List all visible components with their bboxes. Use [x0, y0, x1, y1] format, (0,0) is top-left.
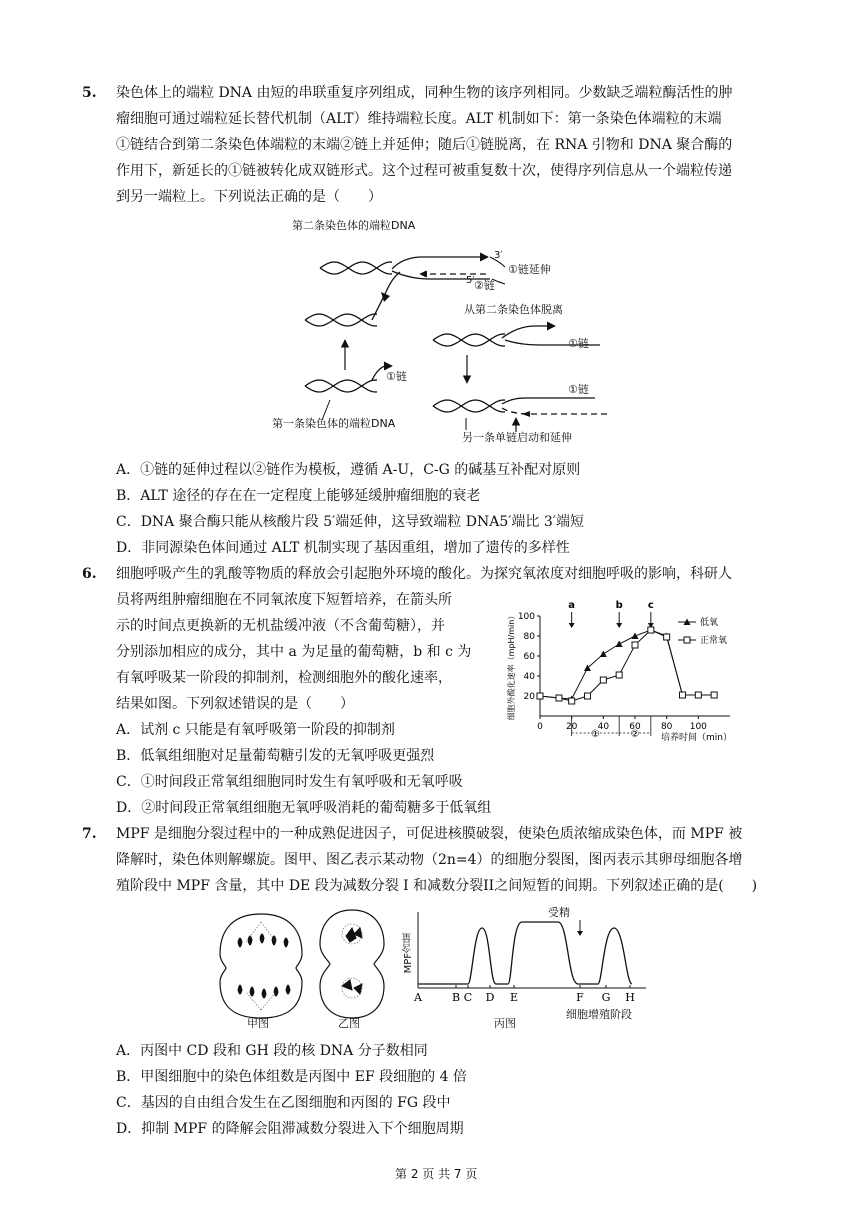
bing-point-E: E	[509, 991, 519, 1004]
fig5-chain2: ②链	[474, 279, 495, 292]
bing-point-D: D	[485, 991, 495, 1004]
q5-option-b: B．ALT 途径的存在在一定程度上能够延缓肿瘤细胞的衰老	[116, 488, 481, 504]
y-tick-label: 40	[523, 672, 535, 682]
data-point-square	[585, 693, 591, 699]
q7-option-a: A．丙图中 CD 段和 GH 段的核 DNA 分子数相同	[116, 1043, 428, 1059]
data-point-square	[695, 692, 701, 698]
legend-marker	[684, 637, 690, 643]
arrow-label-b: b	[615, 600, 623, 611]
q5-line-2: 瘤细胞可通过端粒延长替代机制（ALT）维持端粒长度。ALT 机制如下：第一条染色体端粒的末端	[116, 111, 722, 127]
x-tick-label: 100	[689, 722, 707, 732]
fig5-other-strand: 另一条单链启动和延伸	[462, 431, 572, 444]
q6-line-1: 细胞呼吸产生的乳酸等物质的释放会引起胞外环境的酸化。为探究氧浓度对细胞呼吸的影响，科研人	[116, 566, 732, 582]
fig5-3prime: 3′	[494, 250, 503, 261]
data-point-square	[711, 692, 717, 698]
data-point-triangle	[600, 651, 607, 658]
arrow-label-c: c	[647, 600, 654, 611]
y-axis-label: 细胞外酸化速率（mpH/min）	[507, 611, 516, 721]
fig5-bottom-label: 第一条染色体的端粒DNA	[272, 417, 396, 430]
fig-bing-fert: 受精	[548, 906, 570, 919]
q7-number: 7.	[82, 826, 97, 842]
x-tick-label: 40	[597, 722, 610, 732]
bing-point-H: H	[625, 991, 635, 1004]
x-tick-label: 20	[565, 722, 578, 732]
y-tick-label: 60	[523, 652, 535, 662]
fig-bing-label: 丙图	[494, 1017, 516, 1030]
q7-option-c: C．基因的自由组合发生在乙图细胞和丙图的 FG 段中	[116, 1095, 451, 1111]
fig-bing-xlabel: 细胞增殖阶段	[566, 1008, 632, 1021]
cell-division-yi	[312, 906, 392, 1022]
q6-option-d: D．②时间段正常氧组细胞无氧呼吸消耗的葡萄糖多于低氧组	[116, 800, 492, 816]
q6-option-a: A．试剂 c 只能是有氧呼吸第一阶段的抑制剂	[116, 722, 395, 738]
bing-point-A: A	[414, 991, 422, 1004]
data-point-triangle	[632, 633, 639, 640]
q7-line-3: 殖阶段中 MPF 含量，其中 DE 段为减数分裂 I 和减数分裂II之间短暂的间期。下列叙述正确的是( )	[116, 878, 758, 894]
data-point-square	[556, 695, 562, 701]
arrow-label-a: a	[568, 600, 576, 611]
period-label: ①	[590, 729, 600, 740]
data-point-square	[537, 693, 543, 699]
q6-line-4: 分别添加相应的成分，其中 a 为足量的葡萄糖，b 和 c 为	[116, 644, 472, 660]
q5-number: 5.	[82, 85, 97, 101]
mpf-content-graph	[398, 900, 658, 1020]
fig5-chain1-c: ①链	[568, 383, 589, 396]
time-arrow-head	[616, 623, 622, 628]
period-label: ②	[630, 729, 640, 740]
acidification-chart	[500, 596, 760, 776]
q7-line-2: 降解时，染色体则解螺旋。图甲、图乙表示某动物（2n=4）的细胞分裂图，图丙表示其卵母细胞各增	[116, 852, 743, 868]
fertilization-arrow-head	[577, 931, 583, 936]
q5-option-d: D．非同源染色体间通过 ALT 机制实现了基因重组，增加了遗传的多样性	[116, 540, 570, 556]
fig-yi-label: 乙图	[338, 1017, 360, 1030]
y-tick-label: 80	[523, 632, 535, 642]
data-point-square	[600, 677, 606, 683]
q6-line-6: 结果如图。下列叙述错误的是（ ）	[116, 696, 354, 712]
q5-line-1: 染色体上的端粒 DNA 由短的串联重复序列组成，同种生物的该序列相同。少数缺乏端粒酶活性的肿	[116, 85, 733, 101]
x-tick-label: 0	[537, 722, 543, 732]
data-point-triangle	[616, 641, 623, 648]
q5-line-3: ①链结合到第二条染色体端粒的末端②链上并延伸；随后①链脱离，在 RNA 引物和 DNA 聚合酶的	[116, 137, 733, 153]
fig5-chain1-a: ①链	[568, 337, 589, 350]
fig5-detach: 从第二条染色体脱离	[464, 303, 563, 316]
bing-point-C: C	[463, 991, 473, 1004]
cell-division-jia	[216, 912, 306, 1022]
data-point-square	[616, 672, 622, 678]
data-point-square	[680, 692, 686, 698]
x-tick-label: 60	[629, 722, 641, 732]
fig-bing-ylabel: MPF含量	[403, 933, 414, 974]
bing-point-B: B	[451, 991, 461, 1004]
q5-line-4: 作用下，新延长的①链被转化成双链形式。这个过程可被重复数十次，使得序列信息从一个端粒传递	[116, 163, 732, 179]
fig-jia-label: 甲图	[247, 1017, 269, 1030]
x-tick-label: 80	[660, 722, 673, 732]
q6-line-3: 示的时间点更换新的无机盐缓冲液（不含葡萄糖），并	[116, 618, 445, 634]
x-axis-label: 培养时间（min）	[661, 733, 732, 743]
alt-mechanism-diagram	[0, 0, 868, 460]
data-point-square	[648, 627, 654, 633]
fig5-5prime: 5′	[466, 275, 475, 286]
fig5-chain1-b: ①链	[386, 370, 407, 383]
q6-line-5: 有氧呼吸某一阶段的抑制剂，检测细胞外的酸化速率，	[116, 670, 452, 686]
q5-option-c: C．DNA 聚合酶只能从核酸片段 5′端延伸，这导致端粒 DNA5′端比 3′端短	[116, 514, 584, 530]
q6-option-c: C．①时间段正常氧组细胞同时发生有氧呼吸和无氧呼吸	[116, 774, 463, 790]
fig5-chain1-extend: ①链延伸	[508, 263, 551, 276]
legend-label: 低氧	[700, 618, 719, 628]
q7-option-d: D．抑制 MPF 的降解会阻滞减数分裂进入下个细胞周期	[116, 1121, 464, 1137]
page-footer: 第 2 页 共 7 页	[395, 1167, 478, 1181]
q7-line-1: MPF 是细胞分裂过程中的一种成熟促进因子，可促进核膜破裂，使染色质浓缩成染色体，而 MPF 被	[116, 826, 743, 842]
y-tick-label: 20	[523, 692, 535, 702]
y-tick-label: 100	[517, 612, 535, 622]
data-point-square	[664, 634, 670, 640]
q5-option-a: A．①链的延伸过程以②链作为模板，遵循 A-U，C-G 的碱基互补配对原则	[116, 462, 581, 478]
q7-option-b: B．甲图细胞中的染色体组数是丙图中 EF 段细胞的 4 倍	[116, 1069, 467, 1085]
mpf-curve	[418, 922, 632, 984]
q6-option-b: B．低氧组细胞对足量葡萄糖引发的无氧呼吸更强烈	[116, 748, 435, 764]
bing-point-G: G	[601, 991, 611, 1004]
q6-line-2: 员将两组肿瘤细胞在不同氧浓度下短暂培养，在箭头所	[116, 592, 452, 608]
fig5-top-label: 第二条染色体的端粒DNA	[292, 219, 416, 232]
time-arrow-head	[569, 623, 575, 628]
data-point-square	[569, 698, 575, 704]
data-point-square	[632, 642, 638, 648]
q6-number: 6.	[82, 566, 97, 582]
bing-point-F: F	[576, 991, 584, 1004]
q5-line-5: 到另一端粒上。下列说法正确的是（ ）	[116, 189, 382, 205]
legend-label: 正常氧	[700, 636, 728, 646]
